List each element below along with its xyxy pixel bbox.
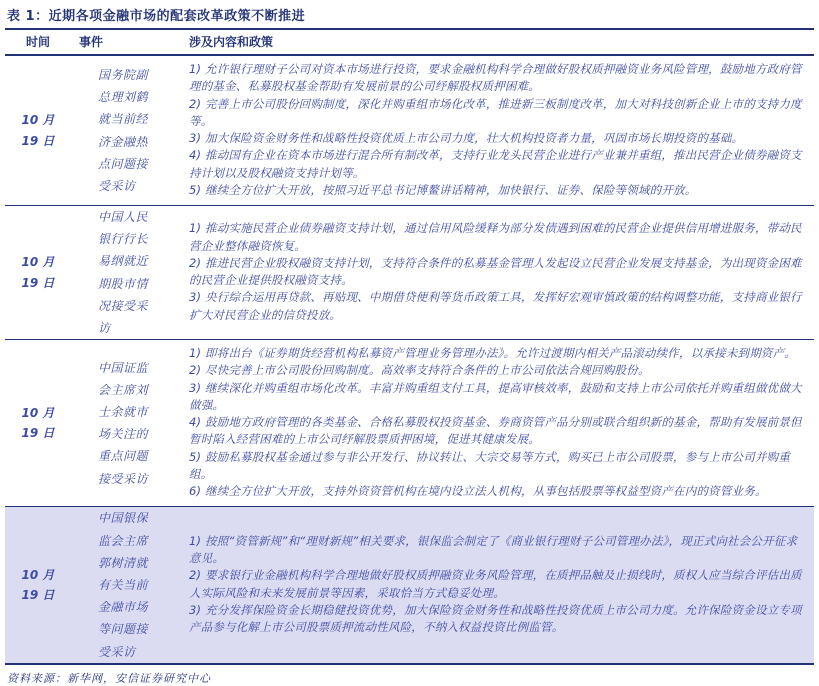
policy-point: 4) 推动国有企业在资本市场进行混合所有制改革，支持行业龙头民营企业进行产业兼并重组，推出民营企业债券融资支持计划以及股权融资支持计划等。	[189, 148, 802, 180]
time-line: 19 日	[21, 275, 55, 290]
header-row	[5, 29, 814, 55]
row-policy-points	[175, 340, 814, 507]
row-time	[5, 55, 71, 206]
column-header-event: 事件	[71, 29, 175, 55]
table-body	[5, 55, 814, 664]
row-time	[5, 507, 71, 664]
time-line: 10 月	[21, 255, 55, 270]
policy-point: 1) 按照“资管新规”和“理财新规”相关要求，银保监会制定了《商业银行理财子公司管理办法》，现正式向社会公开征求意见。	[189, 533, 798, 566]
table-header	[5, 29, 814, 55]
policy-point: 1) 即将出台《证券期货经营机构私募资产管理业务管理办法》。允许过渡期内相关产品滚动续作，以承接未到期资产。	[189, 346, 797, 361]
policy-point: 2) 尽快完善上市公司股份回购制度。高效率支持符合条件的上市公司依法合规回购股份。	[189, 363, 650, 378]
policy-point: 3) 继续深化并购重组市场化改革。丰富并购重组支付工具，提高审核效率，鼓励和支持上市公司依托并购重组做优做大做强。	[189, 380, 802, 412]
time-line: 10 月	[21, 405, 55, 420]
event-text: 中国人民银行行长易纲就近期股市情况接受采访	[98, 210, 149, 335]
row-time	[5, 206, 71, 340]
time-line: 19 日	[21, 588, 55, 603]
source-note: 资料来源：新华网，安信证券研究中心	[7, 671, 211, 685]
table-row	[5, 206, 814, 340]
policy-point: 3) 央行综合运用再贷款、再贴现、中期借贷便利等货币政策工具，发挥好宏观审慎政策的结构调整功能，支持商业银行扩大对民营企业的信贷投放。	[189, 290, 802, 322]
policy-point: 4) 鼓励地方政府管理的各类基金、合格私募股权投资基金、券商资管产品分别或联合组织新的基金，帮助有发展前景但暂时陷入经营困难的上市公司纾解股票质押困境，促进其健康发展。	[189, 415, 802, 447]
policy-point: 2) 完善上市公司股份回购制度，深化并购重组市场化改革，推进新三板制度改革，加大对科技创新企业上市的支持力度等。	[189, 96, 802, 128]
policy-point: 3) 加大保险资金财务性和战略性投资优质上市公司力度，壮大机构投资者力量，巩固市场长期投资的基础。	[189, 131, 744, 145]
table-row	[5, 507, 814, 664]
event-text: 中国证监会主席刘士余就市场关注的重点问题接受采访	[98, 360, 149, 486]
policy-point: 2) 推进民营企业股权融资支持计划，支持符合条件的私募基金管理人发起设立民营企业发展支持基金，为出现资金困难的民营企业提供股权融资支持。	[189, 255, 802, 288]
row-event	[71, 340, 175, 507]
policy-point: 1) 推动实施民营企业债券融资支持计划，通过信用风险缓释为部分发债遇到困难的民营企业提供信用增进服务，带动民营企业整体融资恢复。	[189, 221, 802, 253]
row-event	[71, 507, 175, 664]
policy-table	[5, 28, 814, 665]
row-event	[71, 206, 175, 340]
time-line: 19 日	[21, 133, 55, 148]
event-text: 国务院副总理刘鹤就当前经济金融热点问题接受采访	[98, 67, 149, 193]
table-title: 表 1：近期各项金融市场的配套改革政策不断推进	[7, 9, 306, 24]
policy-point: 5) 继续全方位扩大开放，按照习近平总书记博鳌讲话精神，加快银行、证券、保险等领域的开放。	[189, 182, 697, 197]
event-text: 中国银保监会主席郭树清就有关当前金融市场等问题接受采访	[98, 511, 149, 659]
policy-point: 2) 要求银行业金融机构科学合理地做好股权质押融资业务风险管理，在质押品触及止损线时，质权人应当综合评估出质人实际风险和未来发展前景等因素，采取恰当方式稳妥处理。	[189, 568, 802, 600]
column-header-time: 时间	[5, 29, 71, 55]
policy-point: 5) 鼓励私募股权基金通过参与非公开发行、协议转让、大宗交易等方式，购买已上市公司股票，参与上市公司并购重组。	[189, 449, 791, 481]
table-row	[5, 55, 814, 206]
policy-point: 6) 继续全方位扩大开放，支持外资资管机构在境内设立法人机构，从事包括股票等权益型资产在内的资管业务。	[189, 484, 767, 499]
time-line: 10 月	[21, 567, 55, 582]
row-time	[5, 340, 71, 507]
row-policy-points	[175, 206, 814, 340]
column-header-content: 涉及内容和政策	[175, 29, 814, 55]
row-policy-points	[175, 55, 814, 206]
row-policy-points	[175, 507, 814, 664]
time-line: 10 月	[21, 113, 55, 128]
policy-point: 3) 充分发挥保险资金长期稳健投资优势，加大保险资金财务性和战略性投资优质上市公司力度。允许保险资金设立专项产品参与化解上市公司股票质押流动性风险，不纳入权益投资比例监管。	[189, 602, 802, 635]
time-line: 19 日	[21, 426, 55, 441]
table-row	[5, 340, 814, 507]
row-event	[71, 55, 175, 206]
policy-point: 1) 允许银行理财子公司对资本市场进行投资，要求金融机构科学合理做好股权质押融资业务风险管理，鼓励地方政府管理的基金、私募股权基金帮助有发展前景的公司纾解股权质押困难。	[189, 62, 802, 94]
